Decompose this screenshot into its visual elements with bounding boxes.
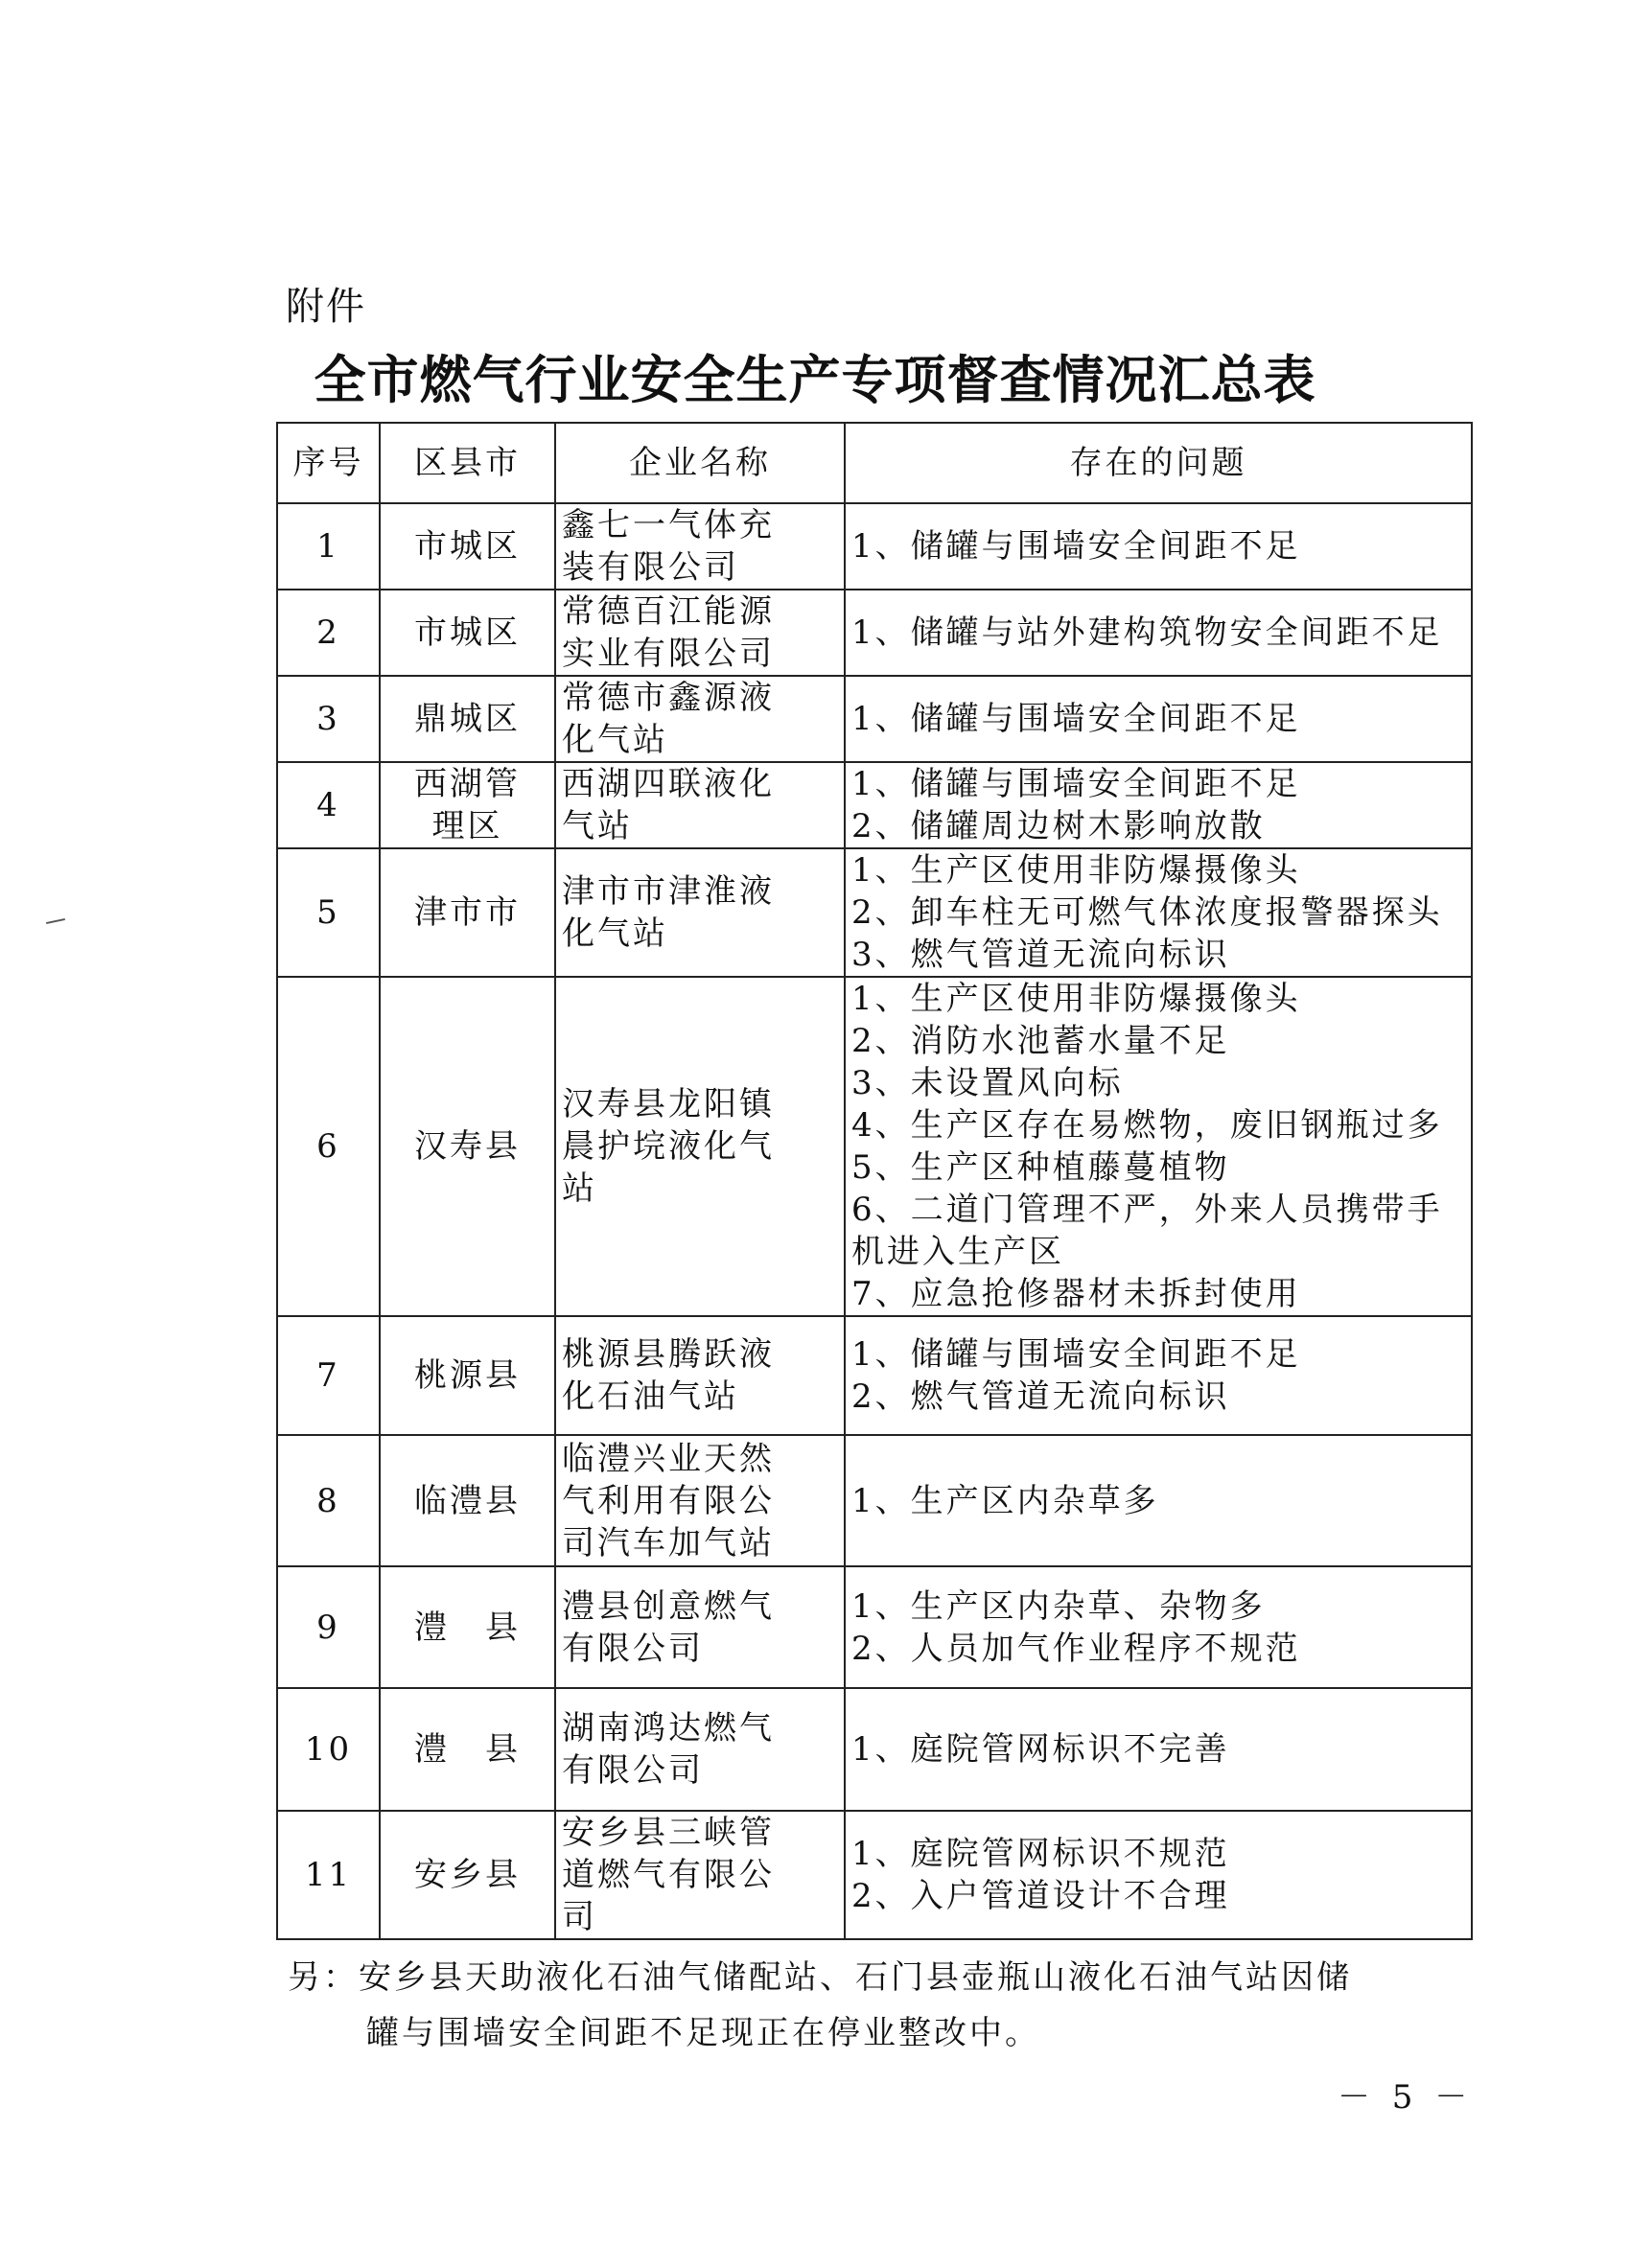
- scan-margin-mark: [46, 918, 65, 924]
- cell-issues-line: 1、生产区使用非防爆摄像头: [851, 851, 1301, 890]
- cell-issues: [845, 1435, 1472, 1566]
- cell-company-line: 桃源县腾跃液: [562, 1335, 775, 1374]
- cell-no: 1: [277, 503, 380, 590]
- cell-company: [555, 1811, 845, 1939]
- cell-no: 8: [277, 1435, 380, 1566]
- cell-district-line: 澧 县: [414, 1608, 521, 1647]
- table-row: [277, 1566, 1472, 1688]
- table-row: [277, 1811, 1472, 1939]
- table-body: [277, 503, 1472, 1939]
- page-title: 全市燃气行业安全生产专项督查情况汇总表: [314, 350, 1316, 410]
- cell-company: [555, 762, 845, 848]
- footnote-line-2: 罐与围墙安全间距不足现正在停业整改中。: [366, 2014, 1040, 2052]
- cell-company-line: 化气站: [562, 914, 668, 953]
- table-row: [277, 848, 1472, 977]
- cell-no: 2: [277, 590, 380, 676]
- table-row: [277, 1316, 1472, 1435]
- cell-company-line: 澧县创意燃气: [562, 1586, 775, 1626]
- header-cell-no: 序号: [277, 423, 380, 503]
- cell-company-line: 站: [562, 1169, 597, 1208]
- cell-district-line: 安乡县: [414, 1856, 521, 1894]
- cell-district-line: 市城区: [414, 613, 521, 652]
- cell-issues: [845, 1811, 1472, 1939]
- cell-company-line: 西湖四联液化: [562, 765, 775, 803]
- cell-no: 7: [277, 1316, 380, 1435]
- cell-issues-line: 1、储罐与围墙安全间距不足: [851, 700, 1301, 738]
- cell-issues-line: 1、生产区使用非防爆摄像头: [851, 980, 1301, 1018]
- cell-district-line: 鼎城区: [414, 700, 521, 738]
- table-row: [277, 590, 1472, 676]
- table-row: [277, 762, 1472, 848]
- table-header-row: [277, 423, 1472, 503]
- cell-no: 6: [277, 977, 380, 1316]
- cell-company-line: 常德百江能源: [562, 592, 775, 631]
- cell-issues-line: 1、生产区内杂草、杂物多: [851, 1586, 1266, 1626]
- cell-no: 4: [277, 762, 380, 848]
- cell-issues-line: 2、人员加气作业程序不规范: [851, 1629, 1301, 1668]
- cell-issues: [845, 977, 1472, 1316]
- cell-issues-line: 2、入户管道设计不合理: [851, 1877, 1230, 1915]
- cell-district-line: 市城区: [414, 527, 521, 566]
- cell-issues-line: 6、二道门管理不严，外来人员携带手: [851, 1191, 1443, 1229]
- cell-issues: [845, 762, 1472, 848]
- cell-district: [380, 503, 555, 590]
- cell-company: [555, 1435, 845, 1566]
- cell-district: [380, 762, 555, 848]
- table-row: [277, 1688, 1472, 1811]
- cell-issues-line: 3、未设置风向标: [851, 1064, 1124, 1102]
- cell-company-line: 鑫七一气体充: [562, 506, 775, 544]
- cell-issues: [845, 503, 1472, 590]
- table-row: [277, 503, 1472, 590]
- cell-issues-line: 2、储罐周边树木影响放散: [851, 807, 1266, 845]
- cell-district-line: 桃源县: [414, 1356, 521, 1395]
- cell-no: 5: [277, 848, 380, 977]
- cell-district: [380, 1316, 555, 1435]
- cell-issues: [845, 590, 1472, 676]
- summary-table: [276, 422, 1473, 1940]
- cell-company-line: 晨护垸液化气: [562, 1127, 775, 1166]
- cell-district: [380, 590, 555, 676]
- cell-company-line: 有限公司: [562, 1629, 704, 1668]
- cell-district: [380, 1688, 555, 1811]
- header-cell-company: 企业名称: [555, 423, 845, 503]
- cell-issues-line: 1、储罐与围墙安全间距不足: [851, 765, 1301, 803]
- header-cell-district: 区县市: [380, 423, 555, 503]
- cell-company-line: 司汽车加气站: [562, 1523, 775, 1562]
- cell-company: [555, 676, 845, 762]
- cell-issues-line: 7、应急抢修器材未拆封使用: [851, 1275, 1301, 1313]
- cell-issues-line: 2、卸车柱无可燃气体浓度报警器探头: [851, 893, 1443, 932]
- cell-company: [555, 977, 845, 1316]
- cell-district: [380, 848, 555, 977]
- cell-issues-line: 2、燃气管道无流向标识: [851, 1377, 1230, 1416]
- page-number: － 5 －: [1338, 2078, 1474, 2117]
- cell-district-line: 汉寿县: [414, 1127, 521, 1166]
- cell-issues: [845, 1688, 1472, 1811]
- cell-company: [555, 503, 845, 590]
- cell-district-line: 西湖管: [414, 765, 521, 803]
- cell-company-line: 湖南鸿达燃气: [562, 1709, 775, 1747]
- cell-company: [555, 1316, 845, 1435]
- cell-district: [380, 977, 555, 1316]
- cell-company-line: 气站: [562, 807, 633, 845]
- cell-no: 3: [277, 676, 380, 762]
- cell-company-line: 化气站: [562, 721, 668, 759]
- cell-issues-line: 1、生产区内杂草多: [851, 1481, 1159, 1520]
- table-row: [277, 1435, 1472, 1566]
- cell-issues-line: 2、消防水池蓄水量不足: [851, 1022, 1230, 1060]
- cell-issues-line: 4、生产区存在易燃物，废旧钢瓶过多: [851, 1106, 1443, 1145]
- cell-no: 10: [277, 1688, 380, 1811]
- cell-company-line: 有限公司: [562, 1751, 704, 1790]
- cell-company: [555, 1566, 845, 1688]
- cell-company: [555, 1688, 845, 1811]
- cell-company: [555, 590, 845, 676]
- cell-issues-line: 3、燃气管道无流向标识: [851, 936, 1230, 974]
- cell-issues: [845, 676, 1472, 762]
- header-cell-issues: 存在的问题: [845, 423, 1472, 503]
- cell-district-line: 临澧县: [414, 1481, 521, 1520]
- cell-company-line: 实业有限公司: [562, 635, 775, 673]
- cell-company-line: 津市市津淮液: [562, 872, 775, 911]
- cell-company-line: 装有限公司: [562, 548, 739, 587]
- cell-district: [380, 1435, 555, 1566]
- cell-no: 11: [277, 1811, 380, 1939]
- cell-no: 9: [277, 1566, 380, 1688]
- cell-company-line: 气利用有限公: [562, 1481, 775, 1520]
- cell-district-line: 津市市: [414, 893, 521, 932]
- table-row: [277, 676, 1472, 762]
- attachment-label: 附件: [286, 285, 366, 329]
- cell-company-line: 化石油气站: [562, 1377, 739, 1416]
- cell-company-line: 道燃气有限公: [562, 1856, 775, 1894]
- table-row: [277, 977, 1472, 1316]
- cell-issues: [845, 1316, 1472, 1435]
- cell-issues-line: 1、储罐与围墙安全间距不足: [851, 527, 1301, 566]
- cell-district: [380, 1566, 555, 1688]
- cell-company-line: 安乡县三峡管: [562, 1814, 775, 1852]
- cell-issues-line: 1、储罐与围墙安全间距不足: [851, 1335, 1301, 1374]
- cell-company-line: 常德市鑫源液: [562, 679, 775, 717]
- footnote: [288, 1950, 1419, 2061]
- cell-company-line: 司: [562, 1898, 597, 1936]
- cell-district-line: 澧 县: [414, 1730, 521, 1769]
- cell-issues-line: 1、储罐与站外建构筑物安全间距不足: [851, 613, 1443, 652]
- cell-issues-line: 5、生产区种植藤蔓植物: [851, 1148, 1230, 1187]
- cell-issues-line: 1、庭院管网标识不完善: [851, 1730, 1230, 1769]
- cell-issues-line: 机进入生产区: [851, 1233, 1064, 1271]
- cell-issues-line: 1、庭院管网标识不规范: [851, 1835, 1230, 1873]
- cell-company-line: 临澧兴业天然: [562, 1439, 775, 1478]
- cell-district: [380, 1811, 555, 1939]
- cell-issues: [845, 1566, 1472, 1688]
- cell-district: [380, 676, 555, 762]
- cell-district-line: 理区: [431, 807, 503, 845]
- cell-company: [555, 848, 845, 977]
- cell-company-line: 汉寿县龙阳镇: [562, 1085, 775, 1123]
- cell-issues: [845, 848, 1472, 977]
- footnote-line-1: 另：安乡县天助液化石油气储配站、石门县壶瓶山液化石油气站因储: [288, 1958, 1352, 1997]
